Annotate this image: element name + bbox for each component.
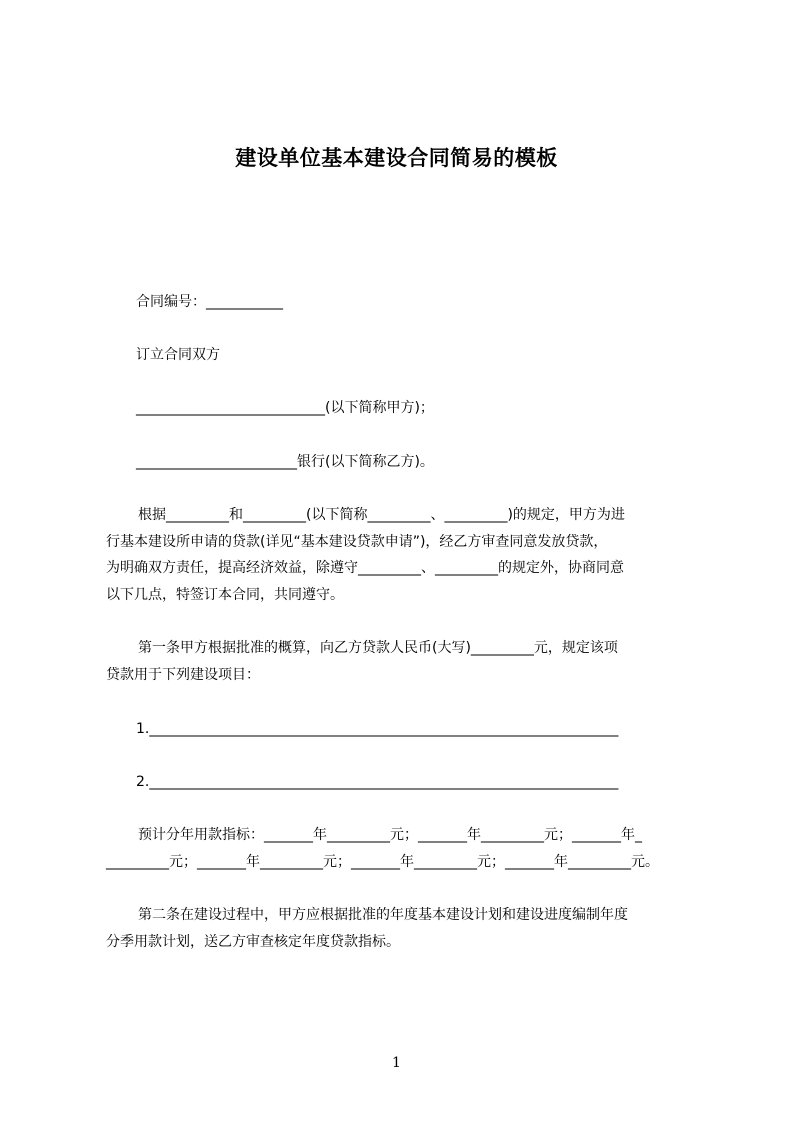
paragraph-1-line-4: 以下几点，特签订本合同，共同遵守。 [106,587,344,603]
article-1-line-1: 第一条甲方根据批准的概算，向乙方贷款人民币(大写)_________元，规定该项 [138,640,618,656]
page-number: 1 [392,1055,401,1071]
project-item-2: 2.___________________________________________________________________ [136,774,619,790]
party-b-line: _______________________银行(以下简称乙方)。 [136,454,434,470]
paragraph-1-line-3: 为明确双方责任，提高经济效益，除遵守_________、_________的规定外，协商同意 [106,560,624,576]
document-title: 建设单位基本建设合同简易的模板 [235,146,558,170]
project-item-1: 1.___________________________________________________________________ [136,721,619,737]
parties-heading: 订立合同双方 [136,347,220,363]
contract-number-line: 合同编号：___________ [136,294,283,310]
forecast-line-2: _________元；_______年_________元；_______年_________元；_______年_________元。 [106,854,659,870]
article-2-line-1: 第二条在建设过程中，甲方应根据批准的年度基本建设计划和建设进度编制年度 [138,907,628,923]
party-a-line: ___________________________(以下简称甲方)； [136,400,434,416]
article-1-line-2: 贷款用于下列建设项目： [106,667,260,683]
paragraph-1-line-1: 根据_________和_________(以下简称_________、_________)的规定，甲方为进 [138,507,625,523]
article-2-line-2: 分季用款计划，送乙方审查核定年度贷款指标。 [106,934,400,950]
forecast-line-1: 预计分年用款指标：_______年_________元；_______年_________元；_______年_ [138,827,642,843]
paragraph-1-line-2: 行基本建设所申请的贷款(详见“基本建设贷款申请”)，经乙方审查同意发放贷款， [106,534,608,550]
